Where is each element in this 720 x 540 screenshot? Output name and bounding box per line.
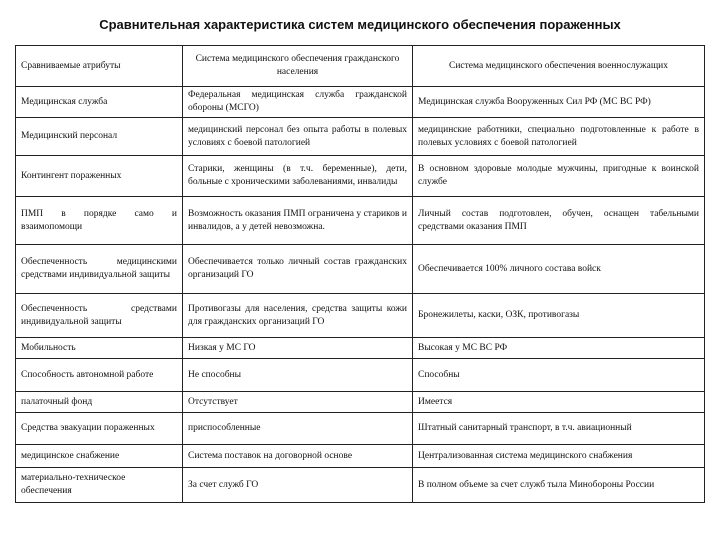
table-cell: Личный состав подготовлен, обучен, оснащен табельными средствами оказания ПМП — [413, 197, 705, 245]
table-cell: Система поставок на договорной основе — [183, 445, 413, 468]
table-cell: Противогазы для населения, средства защиты кожи для гражданских организаций ГО — [183, 294, 413, 338]
table-row — [16, 87, 705, 118]
table-cell: приспособленные — [183, 413, 413, 445]
table-row — [16, 294, 705, 338]
table-cell: Штатный санитарный транспорт, в т.ч. авиационный — [413, 413, 705, 445]
table-cell: ПМП в порядке само и взаимопомощи — [16, 197, 183, 245]
table-row — [16, 156, 705, 197]
table-row — [16, 359, 705, 392]
header-cell: Система медицинского обеспечения гражданского населения — [183, 46, 413, 87]
table-cell: Средства эвакуации пораженных — [16, 413, 183, 445]
table-cell: Медицинская служба — [16, 87, 183, 118]
table-cell: Медицинский персонал — [16, 118, 183, 156]
table-header-row — [16, 46, 705, 87]
table-cell: Мобильность — [16, 338, 183, 359]
table-cell: Обеспечивается только личный состав гражданских организаций ГО — [183, 245, 413, 294]
header-cell: Сравниваемые атрибуты — [16, 46, 183, 87]
table-cell: Медицинская служба Вооруженных Сил РФ (МС ВС РФ) — [413, 87, 705, 118]
page-title: Сравнительная характеристика систем медицинского обеспечения пораженных — [99, 17, 621, 32]
table-cell: Имеется — [413, 392, 705, 413]
table-row — [16, 392, 705, 413]
table-cell: палаточный фонд — [16, 392, 183, 413]
table-cell: Старики, женщины (в т.ч. беременные), дети, больные с хроническими заболеваниями, инвалиды — [183, 156, 413, 197]
table-cell: медицинский персонал без опыта работы в полевых условиях с боевой патологией — [183, 118, 413, 156]
table-cell: Способность автономной работе — [16, 359, 183, 392]
comparison-table — [15, 45, 705, 503]
table-row — [16, 338, 705, 359]
table-row — [16, 245, 705, 294]
table-cell: Возможность оказания ПМП ограничена у стариков и инвалидов, а у детей невозможна. — [183, 197, 413, 245]
table-cell: За счет служб ГО — [183, 468, 413, 503]
table-row — [16, 197, 705, 245]
table-cell: медицинское снабжение — [16, 445, 183, 468]
table-cell: Контингент пораженных — [16, 156, 183, 197]
table-row — [16, 445, 705, 468]
table-cell: Не способны — [183, 359, 413, 392]
table-row — [16, 468, 705, 503]
table-cell: В полном объеме за счет служб тыла Минобороны России — [413, 468, 705, 503]
table-cell: Отсутствует — [183, 392, 413, 413]
table-cell: медицинские работники, специально подготовленные к работе в полевых условиях с боевой патологией — [413, 118, 705, 156]
table-cell: В основном здоровые молодые мужчины, пригодные к воинской службе — [413, 156, 705, 197]
table-cell: Бронежилеты, каски, ОЗК, противогазы — [413, 294, 705, 338]
table-cell: Централизованная система медицинского снабжения — [413, 445, 705, 468]
table-cell: Федеральная медицинская служба гражданской обороны (МСГО) — [183, 87, 413, 118]
table-cell: Способны — [413, 359, 705, 392]
table-cell: Обеспечивается 100% личного состава войск — [413, 245, 705, 294]
table-cell: Обеспеченность средствами индивидуальной защиты — [16, 294, 183, 338]
table-cell: Высокая у МС ВС РФ — [413, 338, 705, 359]
table-row — [16, 118, 705, 156]
table-row — [16, 413, 705, 445]
table-cell: материально-техническое обеспечения — [16, 468, 183, 503]
header-cell: Система медицинского обеспечения военнослужащих — [413, 46, 705, 87]
table-cell: Низкая у МС ГО — [183, 338, 413, 359]
table-cell: Обеспеченность медицинскими средствами индивидуальной защиты — [16, 245, 183, 294]
